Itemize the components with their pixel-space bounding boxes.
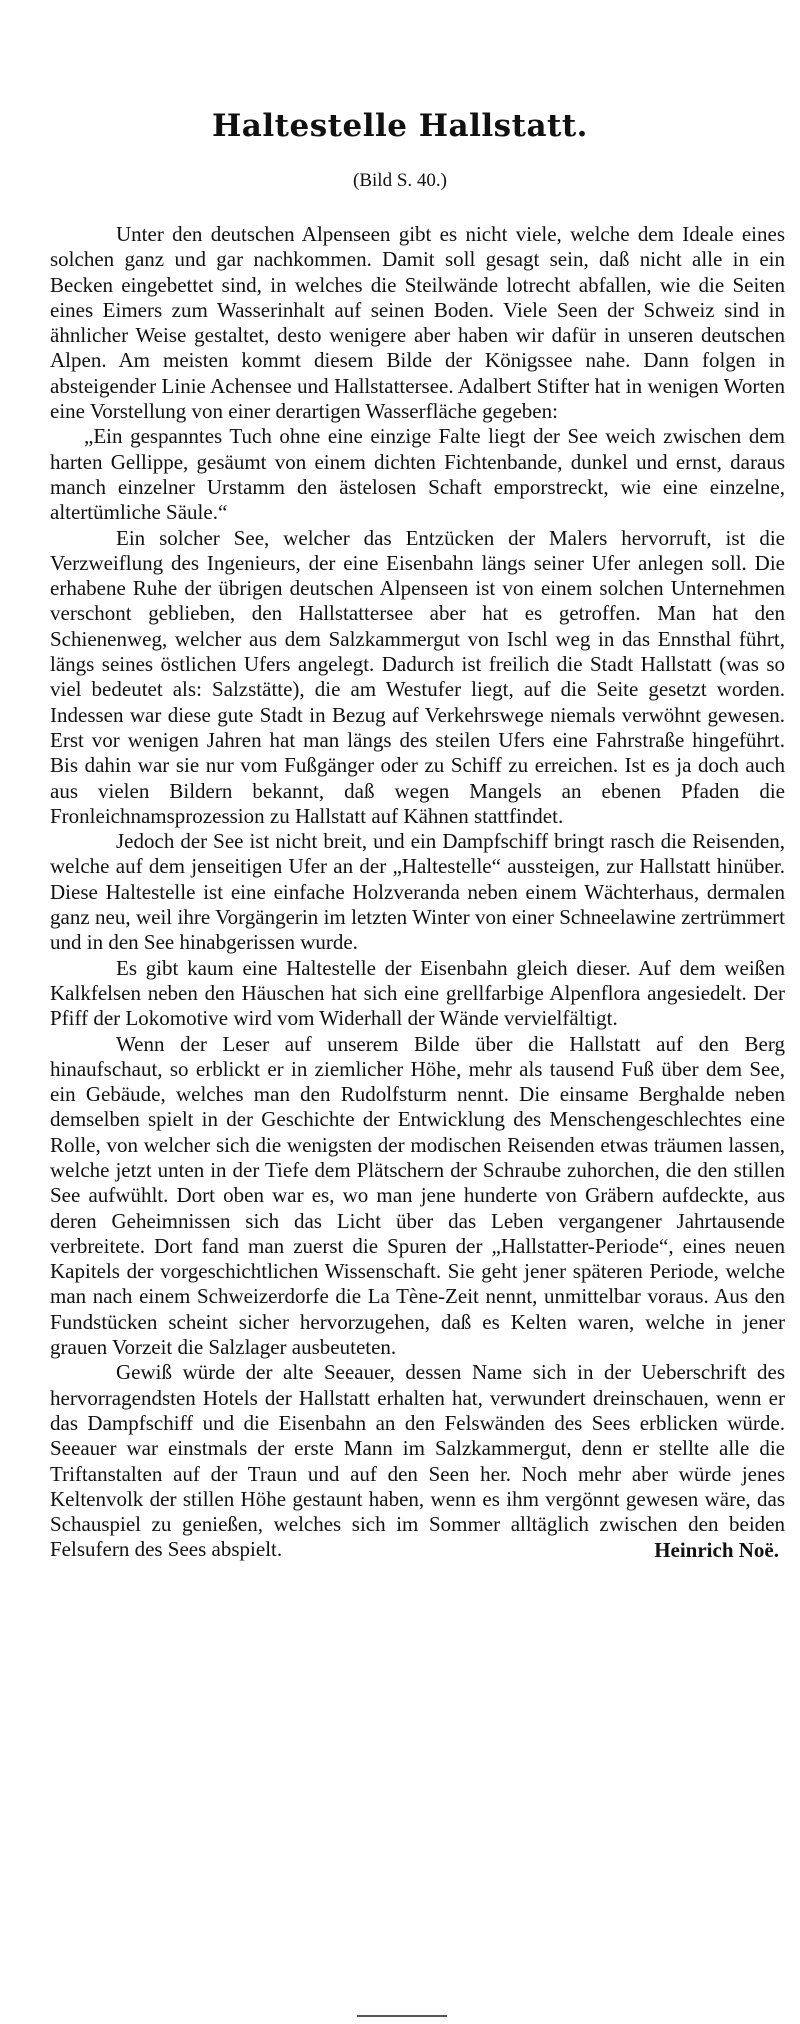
paragraph-1: Unter den deutschen Alpenseen gibt es nicht viele, welche dem Ideale eines solchen ganz und gar nachkommen. Damit soll gesagt sein, daß nicht alle in ein Becken eingebettet sind, in welches die Steilwände lotrecht abfallen, wie die Seiten eines Eimers zum Wasserinhalt auf seinen Boden. Viele Seen der Schweiz sind in ähnlicher Weise gestaltet, desto wenigere aber haben wir dafür in unseren deutschen Alpen. Am meisten kommt diesem Bilde der Königssee nahe. Dann folgen in absteigender Linie Achensee und Hallstattersee. Adalbert Stifter hat in wenigen Worten eine Vorstellung von einer derartigen Wasserfläche gegeben: xyxy=(50,222,785,424)
paragraph-quote: „Ein gespanntes Tuch ohne eine einzige Falte liegt der See weich zwischen dem harten Gellippe, gesäumt von einem dichten Fichtenbande, dunkel und ernst, daraus manch einzelner Urstamm den ästelosen Schaft emporstreckt, wie eine einzelne, altertümliche Säule.“ xyxy=(50,424,785,525)
paragraph-4: Jedoch der See ist nicht breit, und ein Dampfschiff bringt rasch die Reisenden, welche auf dem jenseitigen Ufer an der „Haltestelle“ aussteigen, zur Hallstatt hinüber. Diese Haltestelle ist eine einfache Holzveranda neben einem Wächterhaus, dermalen ganz neu, weil ihre Vorgängerin im letzten Winter von einer Schneelawine zertrümmert und in den See hinabgerissen wurde. xyxy=(50,829,785,955)
paragraph-7: Gewiß würde der alte Seeauer, dessen Name sich in der Ueberschrift des hervorragendsten Hotels der Hallstatt erhalten hat, verwundert dreinschauen, wenn er das Dampfschiff und die Eisenbahn an den Felswänden des Sees erblicken würde. Seeauer war einstmals der erste Mann im Salzkammergut, denn er stellte alle die Triftanstalten auf der Traun und auf den Seen her. Noch mehr aber würde jenes Keltenvolk der stillen Höhe gestaunt haben, wenn es ihm vergönnt gewesen wäre, das Schauspiel zu genießen, welches sich im Sommer alltäglich zwischen den beiden Felsufern des Sees abspielt. xyxy=(50,1360,785,1562)
paragraph-5: Es gibt kaum eine Haltestelle der Eisenbahn gleich dieser. Auf dem weißen Kalkfelsen neben den Häuschen hat sich eine grellfarbige Alpenflora angesiedelt. Der Pfiff der Lokomotive wird vom Widerhall der Wände vervielfältigt. xyxy=(50,955,785,1031)
closing-rule xyxy=(357,2015,447,2017)
image-reference: (Bild S. 40.) xyxy=(353,170,447,191)
article-title: Haltestelle Hallstatt. xyxy=(212,108,588,144)
article-body xyxy=(50,222,785,1563)
author-signature: Heinrich Noë. xyxy=(654,1537,779,1562)
paragraph-6: Wenn der Leser auf unserem Bilde über die Hallstatt auf den Berg hinaufschaut, so erblickt er in ziemlicher Höhe, mehr als tausend Fuß über dem See, ein Gebäude, welches man den Rudolfsturm nennt. Die einsame Berghalde neben demselben spielt in der Geschichte der Entwicklung des Menschengeschlechtes eine Rolle, von welcher sich die wenigsten der modischen Reisenden etwas träumen lassen, welche jetzt unten in der Tiefe dem Plätschern der Schraube zuhorchen, die den stillen See aufwühlt. Dort oben war es, wo man jene hunderte von Gräbern aufdeckte, aus deren Geheimnissen sich das Licht über das Leben vergangener Jahrtausende verbreitete. Dort fand man zuerst die Spuren der „Hallstatter-Periode“, eines neuen Kapitels der vorgeschichtlichen Wissenschaft. Sie geht jener späteren Periode, welche man nach einem Schweizerdorfe die La Tène-Zeit nennt, unmittelbar voraus. Aus den Fundstücken scheint sicher hervorzugehen, daß es Kelten waren, welche in jener grauen Vorzeit die Salzlager ausbeuteten. xyxy=(50,1031,785,1360)
paragraph-3: Ein solcher See, welcher das Entzücken der Malers hervorruft, ist die Verzweiflung des Ingenieurs, der eine Eisenbahn längs seiner Ufer anlegen soll. Die erhabene Ruhe der übrigen deutschen Alpenseen ist von einem solchen Unternehmen verschont geblieben, den Hallstattersee aber hat es getroffen. Man hat den Schienenweg, welcher aus dem Salzkammergut von Ischl weg in das Ennsthal führt, längs seines östlichen Ufers angelegt. Dadurch ist freilich die Stadt Hallstatt (was so viel bedeutet als: Salzstätte), die am Westufer liegt, auf die Seite gesetzt worden. Indessen war diese gute Stadt in Bezug auf Verkehrswege niemals verwöhnt gewesen. Erst vor wenigen Jahren hat man längs des steilen Ufers eine Fahrstraße hingeführt. Bis dahin war sie nur vom Fußgänger oder zu Schiff zu erreichen. Ist es ja doch auch aus vielen Bildern bekannt, daß wegen Mangels an ebenen Pfaden die Fronleichnamsprozession zu Hallstatt auf Kähnen stattfindet. xyxy=(50,525,785,828)
